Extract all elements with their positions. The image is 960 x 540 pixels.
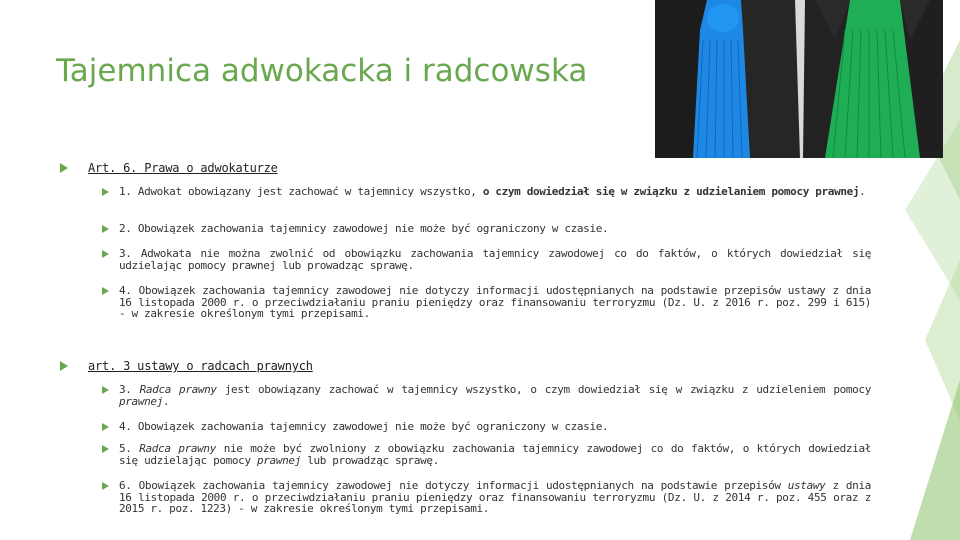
list-item	[119, 186, 871, 198]
item-text: 6. Obowiązek zachowania tajemnicy zawodowej nie dotyczy informacji udostępnianych na podstawie przepisów	[119, 479, 788, 492]
item-text: .	[859, 185, 866, 198]
list-item: 3. Adwokata nie można zwolnić od obowiązku zachowania tajemnicy zawodowej co do faktów, o których dowiedział się udzielając pomocy prawnej lub prowadząc sprawę.	[119, 247, 871, 272]
bullet-arrow-icon	[102, 250, 109, 258]
item-text-italic: prawnej	[257, 453, 301, 467]
bullet-arrow-icon	[60, 163, 68, 173]
item-text-bold: o czym dowiedział się w związku z udzielaniem pomocy prawnej	[482, 185, 860, 198]
bullet-arrow-icon	[102, 188, 109, 196]
item-text: nie może być zwolniony z obowiązku zachowania tajemnicy zawodowej co do faktów, o których dowiedział się udzielając pomocy	[119, 442, 872, 467]
item-text: 3.	[119, 383, 140, 396]
bullet-arrow-icon	[102, 386, 109, 394]
bullet-arrow-icon	[102, 225, 109, 233]
section-heading: Art. 6. Prawa o adwokaturze	[88, 161, 278, 175]
list-item: 2. Obowiązek zachowania tajemnicy zawodowej nie może być ograniczony w czasie.	[119, 222, 609, 235]
robes-photo	[655, 0, 943, 158]
list-item	[119, 443, 871, 466]
list-item: 4. Obowiązek zachowania tajemnicy zawodowej nie może być ograniczony w czasie.	[119, 420, 609, 433]
section-heading: art. 3 ustawy o radcach prawnych	[88, 359, 313, 373]
bullet-arrow-icon	[102, 287, 109, 295]
list-item: 4. Obowiązek zachowania tajemnicy zawodowej nie dotyczy informacji udostępnianych na podstawie przepisów ustawy z dnia 16 listopada 2000 r. o przeciwdziałaniu praniu pieniędzy oraz finansowaniu terroryzmu (Dz. U. z 2016 r. poz. 299 i 615) - w zakresie określonym tymi przepisami.	[119, 284, 871, 320]
item-text-italic: Radca prawny	[139, 442, 216, 455]
item-text: z dnia 16 listopada 2000 r. o przeciwdziałaniu praniu pieniędzy oraz finansowaniu terroryzmu (Dz. U. z 2014 r. poz. 455 oraz z 2015 r. poz. 1223) - w zakresie określonym tymi przepisami.	[119, 479, 871, 515]
list-item	[119, 384, 871, 407]
bullet-arrow-icon	[102, 445, 109, 453]
bullet-arrow-icon	[60, 361, 68, 371]
item-text: .	[162, 394, 170, 408]
item-text-italic: Radca prawny	[139, 383, 217, 396]
item-text: 5.	[119, 442, 140, 455]
list-item	[119, 480, 871, 515]
bullet-arrow-icon	[102, 482, 109, 490]
item-text: 1. Adwokat obowiązany jest zachować w tajemnicy wszystko,	[119, 185, 483, 198]
item-text-italic: ustawy	[787, 479, 826, 492]
item-text-italic: prawnej	[119, 394, 163, 408]
bullet-arrow-icon	[102, 423, 109, 431]
slide-title: Tajemnica adwokacka i radcowska	[56, 53, 588, 89]
item-text: jest obowiązany zachować w tajemnicy wszystko, o czym dowiedział się w związku z udzieleniem pomocy	[216, 383, 871, 396]
item-text: lub prowadząc sprawę.	[300, 453, 439, 467]
